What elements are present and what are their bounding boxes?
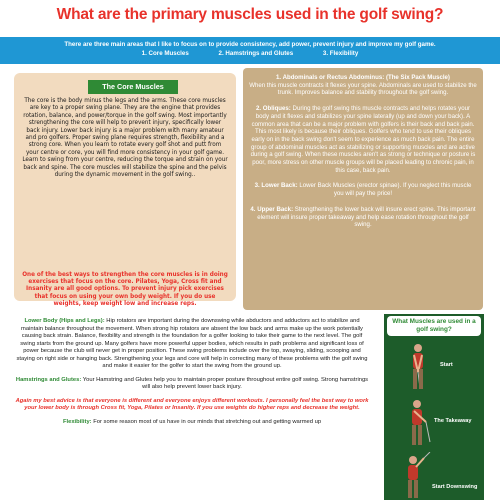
muscle-heading: 4. Upper Back: (250, 205, 294, 213)
core-exercise-tips: One of the best ways to strengthen the core muscles is in doing exercises that focus on the core. Pilates, Yoga, Cross fit and Insanity are all good options. To prevent injury pick exercises that focus on using your own body weight. If you do use weights, keep weight low and increase reps. (22, 272, 228, 307)
flexibility-text: For some reason most of us have in our minds that stretching out and getting warmed up (93, 418, 322, 425)
page-title: What are the primary muscles used in the golf swing? (56, 6, 444, 23)
lower-body-section (14, 318, 370, 432)
core-description: The core is the body minus the legs and the arms. These core muscles are key to a proper swing plane. They are the engine that provides rotation, balance, and power/torque in the golf swing. Most importantly strengthening the core will help to prevent injury, specifically lower back injury. Lower back injury is a major problem with many amateur and pro golfers. Proper swing plane requires strength, flexibility and a strong core. When you learn to rotate every golf shot and putt from your centre or core, you will find more consistency in your golf game. Learn to swing from your centre, reducing the torque and strain on your back and spine. The core muscles will stabilize the spine and the pelvis during the dynamic movement in the golf swing.. (22, 98, 228, 179)
area-flexibility: 3. Flexibility (322, 50, 359, 57)
hamstrings-paragraph (14, 377, 370, 392)
muscle-heading: 2. Obliques: (255, 105, 291, 113)
swing-phases-sidebar (384, 314, 484, 500)
area-core: 1. Core Muscles (141, 50, 189, 57)
muscle-upper-back (249, 206, 477, 229)
flexibility-paragraph (14, 419, 370, 427)
sidebar-heading: What Muscles are used in a golf swing? (387, 316, 481, 336)
workout-advice: Again my best advice is that everyone is different and everyone enjoys different workouts. I personally feel the best way to work your lower body is through Cross fit, Yoga, Pilates or Insanity. If you use weights do higher reps and decrease the weight. (15, 397, 369, 411)
flexibility-label: Flexibility: (62, 418, 92, 425)
hips-paragraph (14, 318, 370, 371)
muscle-text: Strengthening the lower back will insure erect spine. This important element will insure proper takeaway and help ease rotation throughout the golf swing. (257, 205, 476, 229)
muscle-heading: 3. Lower Back: (254, 182, 298, 190)
muscle-lower-back (249, 182, 477, 197)
phase-downswing-label: Start Downswing (432, 484, 478, 490)
muscle-text: During the golf swing this muscle contracts and helps rotates your body and it flexes and stabilizes your spine laterally (up and down your back). A common area that can be a major problem with golfers is their back and back pain. This most likely is because their obliques. Golfers who tend to use their obliques early on in the back swing don't seem to experience as much back pain. The entire group of abdominal muscles act as stabilizing or supporting muscles and are active during a golf swing. When these muscles aren't as strong or technique or posture is poor, more stress on other muscle groups will be placed leading to chronic pain, in this case, back pain. (250, 105, 476, 174)
hamstrings-text: Your Hamstring and Glutes help you to maintain proper posture throughout entire golf swing. Strong hamstrings will also help prevent lower back injury. (82, 376, 369, 390)
golfer-downswing-figure (398, 452, 432, 498)
core-heading: The Core Muscles (88, 80, 178, 94)
intro-banner (0, 37, 500, 64)
banner-intro: There are three main areas that I like to focus on to provide consistency, add power, prevent injury and improve my golf game. (64, 41, 436, 48)
muscle-obliques (249, 105, 477, 174)
muscle-text: When this muscle contracts it flexes your spine. Abdominals are used to stabilize the trunk. Improves balance and stability throughout the golf swing. (249, 81, 477, 97)
hamstrings-label: Hamstrings and Glutes: (15, 376, 82, 383)
muscle-text: Lower Back Muscles (erector spinae). If you neglect this muscle you will pay the price! (299, 182, 472, 198)
core-muscles-panel (14, 73, 236, 307)
muscle-abdominals (249, 74, 477, 97)
golfer-takeaway-figure (402, 398, 432, 448)
focus-areas (0, 49, 500, 58)
phase-takeaway-label: The Takeaway (434, 418, 472, 424)
area-hamstrings: 2. Hamstrings and Glutes (218, 50, 294, 57)
phase-start-label: Start (440, 362, 453, 368)
hips-text: Hip rotators are important during the downswing while abductors and adductors act to stabilize and maintain balance throughout the movement. When strong hip rotators are absent the low back and arms make up the work potentially causing back strain. Balance, flexibility and strength is the foundation for a golfer looking to take their game to the next level. The golf swing starts from the ground up. Many golfers have more powerful upper bodies, which results in path problems and significant loss of power because the club will never get in proper position. These swing problems include over the top, swaying, sliding, scooping and staying on right side or hanging back. Strengthening your legs and core will help in correcting many of these problems with the golf swing and make it easier for the golfer to start the swing from the ground up. (16, 318, 368, 369)
muscle-list-panel (243, 68, 483, 310)
muscle-heading: 1. Abdominals or Rectus Abdominus: (The Six Pack Muscle) (276, 74, 450, 81)
hips-label: Lower Body (Hips and Legs): (24, 318, 105, 324)
golfer-start-figure (404, 342, 432, 392)
